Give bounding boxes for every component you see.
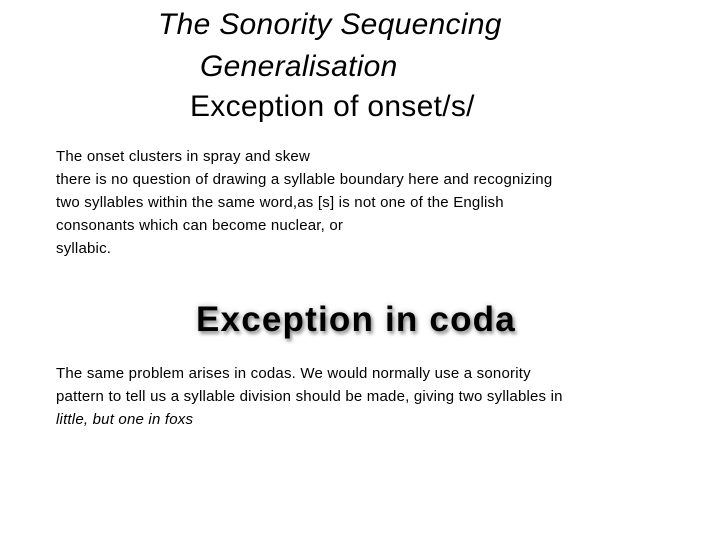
coda-line-italic: little, but one in foxs bbox=[56, 411, 194, 428]
onset-line: syllabic. bbox=[56, 240, 112, 257]
slide-title-line-1: The Sonority Sequencing bbox=[158, 8, 502, 41]
coda-line: The same problem arises in codas. We would normally use a sonority bbox=[56, 365, 531, 382]
coda-heading: Exception in coda bbox=[196, 300, 516, 339]
slide-subtitle-onset: Exception of onset/s/ bbox=[190, 90, 475, 123]
slide-title-line-2: Generalisation bbox=[200, 50, 398, 83]
onset-line: The onset clusters in spray and skew bbox=[56, 148, 310, 165]
onset-line: consonants which can become nuclear, or bbox=[56, 217, 344, 234]
onset-line: there is no question of drawing a syllable boundary here and recognizing bbox=[56, 171, 553, 188]
coda-paragraph bbox=[56, 362, 563, 431]
onset-line: two syllables within the same word,as [s] is not one of the English bbox=[56, 194, 504, 211]
onset-paragraph bbox=[56, 145, 552, 260]
coda-line: pattern to tell us a syllable division should be made, giving two syllables in bbox=[56, 388, 563, 405]
